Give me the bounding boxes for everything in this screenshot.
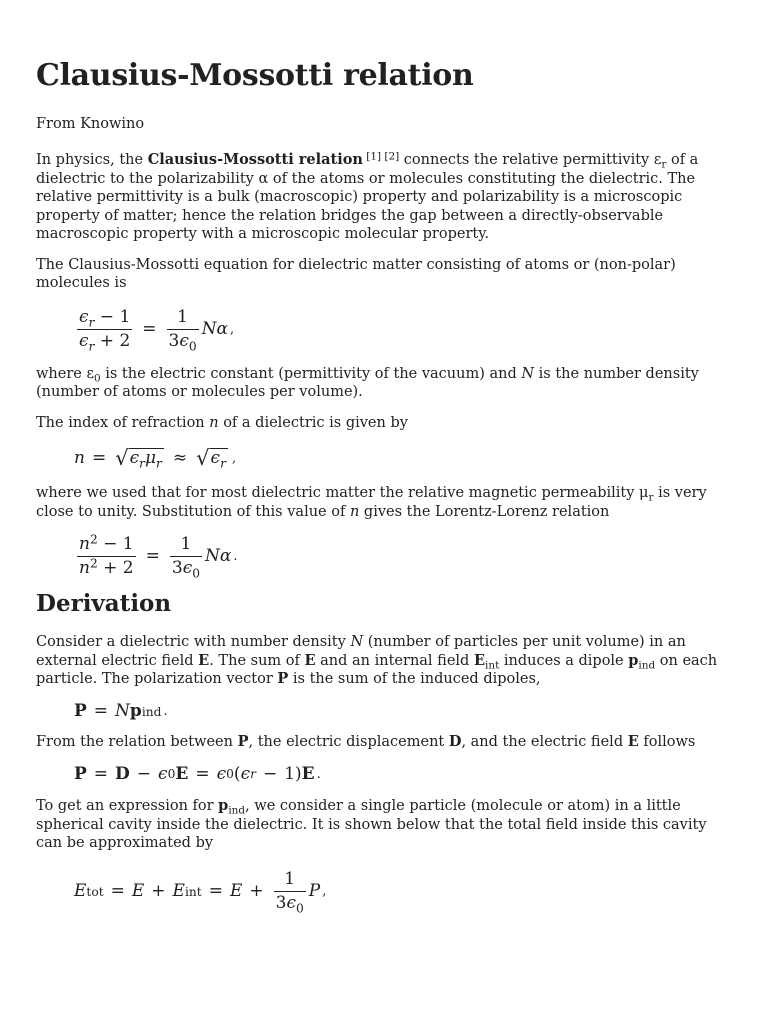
bold-symbol: p (218, 797, 229, 814)
text: (number of particles per unit volume) in an external electric field (36, 634, 686, 669)
text: of a dielectric to the polarizability α of the atoms or molecules constituting the dielectric. The relative permittivity is a bulk (macroscopic) property and polarizability is a microscopic property of matter; hence the relation bridges the gap between a directly-observable macroscopic property with a microscopic molecular property. (36, 152, 699, 242)
derivation-paragraph (36, 633, 732, 689)
text: , and the electric field (461, 733, 628, 750)
subscript: r (661, 158, 667, 171)
page-title: Clausius-Mossotti relation (36, 58, 474, 93)
where-epsilon-paragraph (36, 365, 732, 402)
text: . The sum of (209, 652, 305, 669)
text: of a dielectric is given by (218, 414, 408, 431)
source-line: From Knowino (36, 116, 145, 132)
text: From the relation between (36, 733, 238, 750)
text: gives the Lorentz-Lorenz relation (359, 503, 610, 520)
italic-symbol: N (521, 365, 535, 382)
text: In physics, the (36, 152, 148, 168)
section-heading-derivation: Derivation (36, 590, 172, 617)
italic-symbol: N (350, 634, 364, 650)
bold-symbol: p (628, 651, 639, 669)
intro-paragraph (36, 151, 732, 244)
text: Consider a dielectric with number density (36, 634, 351, 650)
text: To get an expression for (36, 798, 219, 814)
text: The index of refraction (36, 414, 210, 431)
bold-symbol: E (198, 651, 210, 669)
text: is the sum of the induced dipoles, (288, 671, 541, 687)
subscript: ind (228, 804, 246, 817)
text: is the electric constant (permittivity of the vacuum) and (100, 365, 522, 382)
bold-symbol: E (627, 732, 639, 750)
text: is the number density (number of atoms or molecules per volume). (36, 365, 699, 400)
text: connects the relative permittivity ε (399, 152, 662, 168)
text: follows (638, 733, 696, 750)
total-field-equation: E tot = E + E int = E + $\frac{1}{3\epsilon_0}$ P , (74, 869, 327, 916)
italic-symbol: n (209, 414, 219, 431)
refraction-paragraph (36, 414, 732, 433)
lorentz-lorenz-equation: $\frac{n^2 - 1}{n^2 + 2}$ = $\frac{1}{3\epsilon_0}$ Nα . (79, 532, 238, 580)
subscript: ind (638, 659, 656, 672)
cm-intro-paragraph: The Clausius-Mossotti equation for dielectric matter consisting of atoms or (non-polar) molecules is (36, 256, 676, 291)
bold-symbol: D (448, 732, 462, 750)
text: , the electric displacement (248, 733, 449, 750)
text: on each particle. The polarization vector (36, 652, 718, 687)
subscript: r (648, 491, 654, 504)
displacement-equation: P = D − ϵ 0 E = ϵ 0 ( ϵ r − 1) E . (74, 763, 321, 784)
text: and an internal field (315, 652, 474, 669)
bold-symbol: P (237, 732, 249, 750)
bold-symbol: P (277, 670, 289, 687)
displacement-paragraph (36, 733, 732, 752)
bold-symbol: E (304, 651, 316, 669)
reference-link-2[interactable]: [2] (384, 150, 400, 163)
permeability-paragraph (36, 484, 732, 521)
bold-symbol: E (473, 651, 486, 669)
text: is very close to unity. Substitution of this value of (36, 485, 707, 520)
subscript: 0 (93, 372, 101, 385)
text: , we consider a single particle (molecule or atom) in a little spherical cavity inside the dielectric. It is shown below that the total field inside this cavity can be approximated by (36, 798, 707, 851)
italic-symbol: n (349, 503, 360, 520)
cavity-paragraph (36, 797, 732, 853)
text: induces a dipole (499, 652, 629, 669)
text: where ε (36, 365, 94, 382)
term-bold: Clausius-Mossotti relation (147, 151, 363, 168)
polarization-equation: P = N p ind . (74, 701, 168, 721)
subscript: int (485, 659, 500, 672)
refraction-index-equation: n = √ $\epsilon_r\mu_r$ ≈ √ $\epsilon_r$ , (74, 446, 237, 471)
reference-link-1[interactable]: [1] (366, 150, 382, 163)
clausius-mossotti-equation: $\frac{\epsilon_r - 1}{\epsilon_r + 2}$ = $\frac{1}{3\epsilon_0}$ Nα , (79, 307, 235, 354)
text: where we used that for most dielectric matter the relative magnetic permeability μ (36, 485, 649, 501)
